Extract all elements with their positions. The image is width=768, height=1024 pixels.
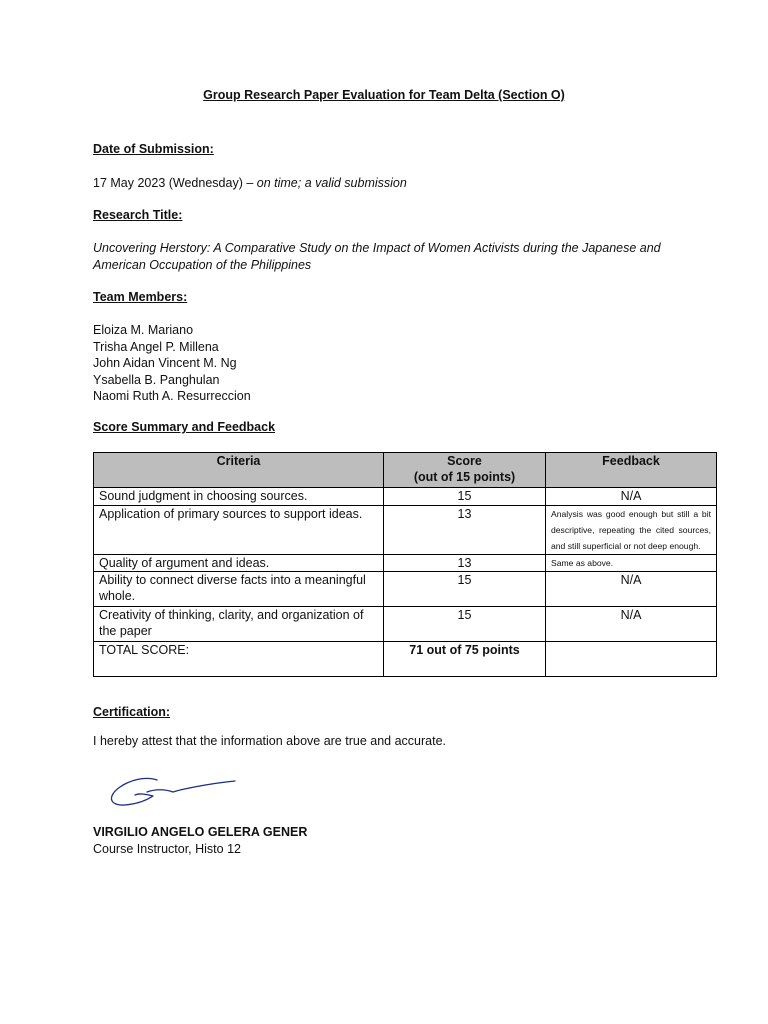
feedback-cell: N/A — [546, 488, 717, 506]
signatory-name: VIRGILIO ANGELO GELERA GENER — [93, 825, 308, 839]
total-label: TOTAL SCORE: — [94, 642, 384, 677]
feedback-cell: Analysis was good enough but still a bit descriptive, repeating the cited sources, and still superficial or not deep enough. — [546, 506, 717, 555]
signatory-role: Course Instructor, Histo 12 — [93, 842, 241, 856]
research-title-line: Uncovering Herstory: A Comparative Study on the Impact of Women Activists during the Japanese and — [93, 241, 661, 255]
table-row — [94, 555, 717, 572]
team-member: Naomi Ruth A. Resurreccion — [93, 389, 251, 403]
team-members-list — [93, 322, 251, 405]
feedback-cell: N/A — [546, 572, 717, 607]
signature-image — [95, 772, 245, 814]
research-title — [93, 240, 661, 273]
score-column-header — [384, 453, 546, 488]
criteria-cell: Creativity of thinking, clarity, and organization of the paper — [94, 607, 384, 642]
feedback-cell: N/A — [546, 607, 717, 642]
table-header-row — [94, 453, 717, 488]
submission-status: on time; a valid submission — [256, 176, 407, 190]
score-cell: 15 — [384, 488, 546, 506]
table-row — [94, 488, 717, 506]
table-row — [94, 607, 717, 642]
table-row — [94, 572, 717, 607]
submission-date: 17 May 2023 (Wednesday) – — [93, 176, 254, 190]
criteria-cell: Ability to connect diverse facts into a meaningful whole. — [94, 572, 384, 607]
submission-line — [93, 175, 407, 192]
team-member: Eloiza M. Mariano — [93, 323, 194, 337]
criteria-cell: Sound judgment in choosing sources. — [94, 488, 384, 506]
score-cell: 13 — [384, 506, 546, 555]
document-title: Group Research Paper Evaluation for Team Delta (Section O) — [203, 88, 565, 102]
score-summary-heading: Score Summary and Feedback — [93, 420, 276, 434]
score-cell: 15 — [384, 607, 546, 642]
score-header-line: (out of 15 points) — [413, 470, 516, 484]
criteria-cell: Quality of argument and ideas. — [94, 555, 384, 572]
team-member: John Aidan Vincent M. Ng — [93, 356, 237, 370]
research-title-heading: Research Title: — [93, 208, 183, 222]
team-members-heading: Team Members: — [93, 290, 188, 304]
table-row — [94, 506, 717, 555]
team-member: Ysabella B. Panghulan — [93, 372, 220, 387]
score-table — [93, 452, 717, 677]
team-member: Trisha Angel P. Millena — [93, 339, 219, 354]
score-cell: 13 — [384, 555, 546, 572]
criteria-cell: Application of primary sources to support ideas. — [94, 506, 384, 555]
score-cell: 15 — [384, 572, 546, 607]
submission-heading: Date of Submission: — [93, 142, 214, 156]
total-score: 71 out of 75 points — [384, 642, 546, 677]
score-header-line: Score — [447, 454, 482, 468]
certification-statement: I hereby attest that the information above are true and accurate. — [93, 734, 446, 748]
total-feedback — [546, 642, 717, 677]
certification-heading: Certification: — [93, 705, 171, 719]
total-row — [94, 642, 717, 677]
feedback-cell: Same as above. — [546, 555, 717, 572]
criteria-column-header: Criteria — [94, 453, 384, 488]
feedback-column-header: Feedback — [546, 453, 717, 488]
research-title-line: American Occupation of the Philippines — [93, 257, 312, 272]
